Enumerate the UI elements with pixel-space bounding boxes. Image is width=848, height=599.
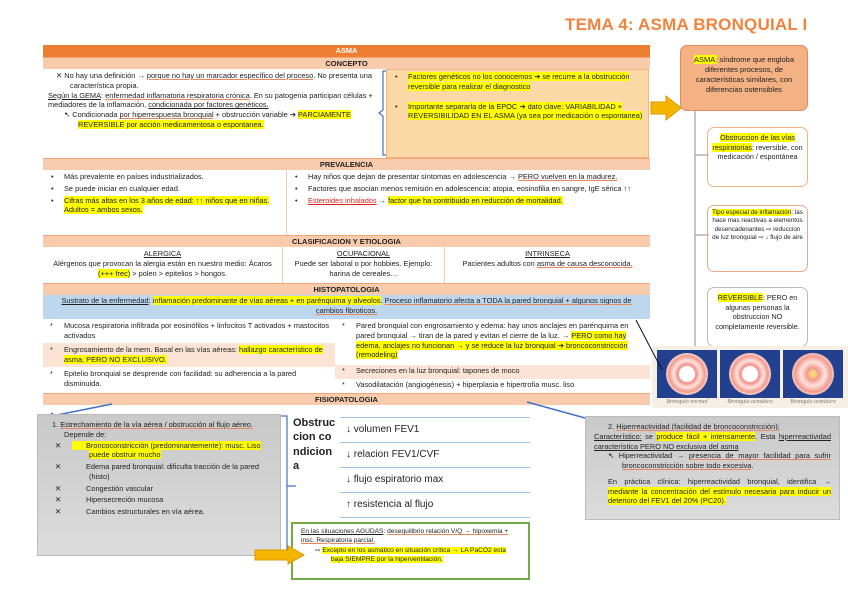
fisio-obstruccion-box bbox=[37, 414, 281, 556]
list-item bbox=[86, 507, 205, 516]
caption-asthma-2: Bronquio asmático bbox=[790, 399, 836, 405]
concepto-definition bbox=[48, 71, 378, 91]
x-bullet-icon: ✕ bbox=[55, 495, 62, 505]
text-segment: Según la GEMA bbox=[48, 90, 101, 100]
highlighted-text: Cifras más altas en los 3 años de edad: ↑↑ niños que en niñas. Adultos = ambos sexos. bbox=[64, 195, 270, 215]
text-segment: ➷ Condicionada bbox=[64, 110, 120, 120]
text-segment: . bbox=[751, 461, 754, 471]
obstruccion-row: ↓ volumen FEV1 bbox=[340, 418, 530, 443]
text-segment: por hiperrespuesta bronquial bbox=[119, 110, 214, 120]
text-segment: Congestión vascular bbox=[86, 483, 153, 493]
alergica-text bbox=[48, 259, 277, 279]
concepto-epoc bbox=[392, 102, 643, 122]
text-segment: Estrechamiento de la vía aérea / obstrucción al flujo aéreo. bbox=[60, 420, 253, 429]
list-item bbox=[86, 441, 261, 460]
agudas-exception bbox=[301, 547, 520, 564]
text-segment: presencia de mayor facilidad para sufrir broncoconstricción sobre todo excesiva bbox=[622, 451, 831, 471]
text-segment: Secreciones en la luz bronquial: tapones de moco bbox=[356, 366, 520, 375]
fisiopatologia-header: FISIOPATOLOGIA bbox=[43, 393, 650, 405]
concepto-right bbox=[386, 69, 649, 158]
highlighted-text: Broncoconstricción (predominantemente): musc. Liso puede obstruir mucho bbox=[86, 440, 261, 460]
text-segment: Epitelio bronquial se desprende con facilidad: su adherencia a la pared disminuida. bbox=[64, 369, 297, 388]
bronchus-asthma-image-1 bbox=[720, 350, 780, 398]
text-segment: Esteroides inhalados bbox=[308, 195, 377, 205]
ocupacional-text bbox=[288, 259, 439, 279]
list-item bbox=[86, 495, 163, 504]
highlighted-text: (+++ frec) bbox=[97, 268, 131, 278]
text-segment: enfermedad inflamatoria respiratoria crónica bbox=[105, 90, 250, 100]
text-segment: Factores que asocian menos remisión en adolescencia: atopia, eosinofilia en sangre, IgE sérica ↑↑ bbox=[308, 183, 631, 193]
histo-left-1 bbox=[43, 319, 335, 343]
histo-right-3 bbox=[335, 379, 650, 393]
highlighted-text: Excepto en los asmático en situación crítica → LA PaCO2 esta baja SIEMPRE por la hiperventilación. bbox=[322, 547, 506, 564]
obstruccion-row: ↓ flujo espiratorio max bbox=[340, 468, 530, 493]
text-segment: Depende de: bbox=[64, 429, 107, 439]
histo-left-3 bbox=[43, 367, 335, 393]
text-segment: PERO vuelven en la madurez. bbox=[517, 172, 618, 181]
highlighted-text: PERO como hay edema, anclajes no funcionan → y se reduce la luz bronquial ➔ broncoconstricción (remodeling) bbox=[356, 330, 628, 360]
text-segment: desequilibrio relación V/Q → hipoxemia + insc. Respiratoria parcial. bbox=[301, 528, 509, 544]
highlighted-text: REVERSIBLE bbox=[717, 293, 763, 302]
text-segment: : bbox=[148, 296, 153, 305]
asma-header: ASMA bbox=[43, 45, 650, 57]
text-segment: 2. bbox=[608, 422, 617, 431]
concepto-reversible bbox=[48, 110, 378, 130]
caption-normal: Bronquio normal bbox=[666, 399, 708, 405]
clasificacion-header: CLASIFICACION Y ETIOLOGIA bbox=[43, 235, 650, 247]
highlighted-text: inflamación predominante de vías aéreas + en parénquima y alveolos bbox=[152, 296, 381, 305]
highlighted-text: ASMA: bbox=[693, 55, 718, 64]
histo-left-2 bbox=[43, 343, 335, 367]
x-bullet-icon: ✕ bbox=[55, 507, 62, 517]
text-segment: Pacientes adultos con bbox=[462, 258, 537, 268]
text-segment: : reversible, con medicación / espontánea bbox=[717, 142, 803, 161]
list-item bbox=[48, 369, 330, 389]
text-segment: Hipersecreción mucosa bbox=[86, 495, 164, 505]
highlighted-text: mediante la concentración del estímulo necesaria para inducir un deterioro del FEV1 del 20% (PC20). bbox=[608, 486, 831, 506]
list-item bbox=[48, 345, 330, 365]
text-segment: condicionada por factores genéticos. bbox=[148, 100, 269, 110]
text-segment: : bbox=[383, 528, 388, 535]
concepto-left bbox=[43, 69, 383, 158]
fisio-obstruccion-heading bbox=[48, 420, 272, 440]
concepto-header: CONCEPTO bbox=[43, 57, 650, 69]
mindmap-root bbox=[680, 45, 808, 111]
x-bullet-icon: ✕ bbox=[55, 462, 62, 472]
agudas-text bbox=[301, 528, 520, 545]
text-segment: : PERO en algunas personas la obstruccion NO completamente reversible. bbox=[715, 293, 800, 331]
highlighted-text: Tipo especial de inflamación bbox=[712, 209, 792, 216]
concepto-genetics bbox=[392, 72, 643, 92]
text-segment: Hiperreactividad (facilidad de broncoconstricción): bbox=[616, 422, 780, 431]
highlighted-text: factor que ha contribuido en reducción de mortalidad. bbox=[388, 195, 563, 205]
mindmap-reversible bbox=[707, 287, 808, 347]
concepto-gema bbox=[48, 91, 378, 111]
table-row bbox=[340, 443, 530, 468]
text-segment: En práctica clínica: hiperreactividad bronquial, identifica → bbox=[608, 476, 831, 486]
list-item bbox=[292, 184, 645, 194]
text-segment: se bbox=[641, 431, 657, 441]
text-segment: Vasodilatación (angiogénesis) + hiperplasia e hipertrofia musc. liso bbox=[356, 380, 575, 389]
intrinseca-title: INTRINSECA bbox=[525, 249, 570, 258]
obstruccion-row: ↓ relacion FEV1/CVF bbox=[340, 443, 530, 468]
highlighted-text: hallazgo característico de asma, PERO NO EXCLUSIVO. bbox=[64, 345, 323, 364]
sustrato-row bbox=[43, 295, 650, 319]
text-segment: ✕ bbox=[56, 71, 65, 80]
text-segment: hiperreactividad característica PERO NO exclusiva del asma bbox=[594, 431, 831, 451]
list-item bbox=[340, 366, 645, 376]
text-segment: ⇨ bbox=[315, 547, 323, 555]
prevalencia-header: PREVALENCIA bbox=[43, 158, 650, 170]
text-segment: : las hace mas reactivas a elementos desencadenantes ⇨ reduccion de luz bronquial ⇨ ↓ flujo de aire bbox=[712, 209, 803, 241]
clasificacion-alergica bbox=[43, 247, 283, 283]
text-segment: síndrome que engloba diferentes procesos, de características similares, con diferencias ostensibles bbox=[695, 55, 795, 94]
text-segment: En las situaciones AGUDAS bbox=[301, 528, 384, 535]
obstruccion-label: Obstruccion condiciona bbox=[293, 417, 336, 472]
text-segment: Pared bronquial con engrosamiento y edema: hay unos anclajes en parénquima en pared bronquial → tiran de la pared y evitan el cierre de la luz. → bbox=[356, 321, 629, 340]
mindmap-inflamacion bbox=[707, 205, 808, 272]
x-bullet-icon: ✕ bbox=[72, 441, 86, 451]
list-item bbox=[48, 184, 281, 194]
agudas-box bbox=[291, 522, 530, 580]
obstruccion-row: ↑ resistencia al flujo bbox=[340, 493, 530, 518]
hiperreactividad-heading bbox=[594, 422, 831, 432]
text-segment: Característico: bbox=[594, 431, 642, 441]
arrow-right-icon bbox=[254, 545, 306, 565]
highlighted-text: PARCIAMENTE REVERSIBLE por acción medicamentosa o espontanea. bbox=[78, 110, 351, 129]
list-item bbox=[48, 196, 281, 216]
text-segment: asma de causa desconocida. bbox=[536, 258, 633, 268]
x-bullet-icon: ✕ bbox=[55, 483, 62, 493]
bronchus-asthma-image-2 bbox=[783, 350, 843, 398]
hiperreactividad-facilidad bbox=[594, 451, 831, 471]
ocupacional-title: OCUPACIONAL bbox=[336, 249, 391, 258]
text-segment: Edema pared bronquial: dificulta tracción de la pared (histo) bbox=[86, 462, 259, 481]
prevalencia-left-list bbox=[48, 172, 281, 215]
text-segment: Proceso inflamatorio afecta a TODA la pared bronquial + algunos signos de cambios fibroticos. bbox=[315, 296, 632, 315]
text-segment: + obstrucción variable ➔ bbox=[213, 110, 299, 120]
text-segment: Mucosa respiratoria infiltrada por eosinófilos + linfocitos T activados + mastocitos activados bbox=[64, 321, 330, 340]
list-item bbox=[292, 196, 645, 206]
text-segment: Hay niños que dejan de presentar síntomas en adolescencia → bbox=[308, 172, 518, 181]
text-segment: Más prevalente en países industrializados. bbox=[64, 172, 204, 181]
table-row bbox=[340, 418, 530, 443]
text-segment: No hay una definición → bbox=[64, 71, 147, 80]
highlighted-text: produce fácil + intensamente bbox=[656, 431, 756, 441]
list-item bbox=[292, 172, 645, 182]
highlighted-text: Importante separarla de la EPOC ➔ dato clave: bbox=[408, 101, 566, 111]
list-item bbox=[48, 172, 281, 182]
text-segment: porque no hay un marcador específico del proceso bbox=[146, 71, 314, 80]
text-segment: Engrosamiento de la mem. Basal en las vías aéreas: bbox=[64, 345, 240, 354]
list-item bbox=[48, 321, 330, 341]
histo-right-2 bbox=[335, 365, 650, 379]
obstruccion-table bbox=[340, 417, 530, 518]
text-segment: : bbox=[101, 90, 106, 100]
page-title: TEMA 4: ASMA BRONQUIAL I bbox=[565, 15, 808, 34]
highlighted-text: se recurre a la obstrucción reversible para realizar el diagnostico bbox=[408, 72, 630, 91]
text-segment: > polen > epitelios > hongos. bbox=[130, 268, 228, 278]
table-row bbox=[340, 468, 530, 493]
prevalencia-left bbox=[43, 170, 287, 235]
arrow-right-icon bbox=[650, 95, 682, 121]
mindmap-obstruccion bbox=[707, 127, 808, 187]
text-segment: Alérgenos que provocan la alergia están en nuestro medio: Ácaros bbox=[53, 258, 272, 268]
intrinseca-text bbox=[450, 259, 645, 269]
text-segment: . No presenta una característica propia. bbox=[70, 71, 372, 90]
list-item bbox=[86, 484, 153, 493]
histo-right-1 bbox=[335, 319, 650, 365]
text-segment: 1. bbox=[52, 420, 61, 429]
text-segment: ➷ Hiperreactividad → bbox=[608, 451, 689, 461]
bronchus-normal-image bbox=[657, 350, 717, 398]
fisio-hiperreactividad-box bbox=[585, 416, 840, 520]
highlighted-text: Obstruccion de las vías respiratorias bbox=[712, 133, 795, 152]
caption-asthma-1: Bronquio asmático bbox=[727, 399, 773, 405]
hiperreactividad-caracteristico bbox=[594, 432, 831, 452]
list-item bbox=[86, 462, 259, 481]
highlighted-text: Factores genéticos no los conocemos ➔ bbox=[408, 72, 543, 81]
text-segment: → bbox=[376, 195, 389, 205]
hiperreactividad-clinica bbox=[594, 477, 831, 506]
text-segment: Se puede iniciar en cualquier edad. bbox=[64, 183, 180, 193]
alergica-title: ALERGICA bbox=[143, 249, 182, 258]
clasificacion-intrinseca bbox=[445, 247, 650, 283]
text-segment: Cambios estructurales en vía aérea. bbox=[86, 507, 205, 517]
prevalencia-right bbox=[287, 170, 650, 235]
text-segment: . Esta bbox=[755, 431, 779, 441]
list-item bbox=[340, 380, 645, 390]
text-segment: Sustrato de la enfermedad bbox=[61, 296, 149, 305]
clasificacion-ocupacional bbox=[283, 247, 445, 283]
table-row bbox=[340, 493, 530, 518]
text-segment: . bbox=[380, 296, 385, 305]
highlighted-text: VARIABILIDAD + REVERSIBILIDAD EN EL ASMA (ya sea por medicación o espontanea) bbox=[408, 101, 643, 121]
text-segment: . En su patogenia participan células + mediadores de la inflamación, bbox=[48, 90, 373, 110]
text-segment: Puede ser laboral o por hobbies. Ejemplo: harina de cereales… bbox=[294, 258, 433, 278]
list-item bbox=[340, 321, 645, 360]
histopatologia-header: HISTOPATOLOGIA bbox=[43, 283, 650, 295]
